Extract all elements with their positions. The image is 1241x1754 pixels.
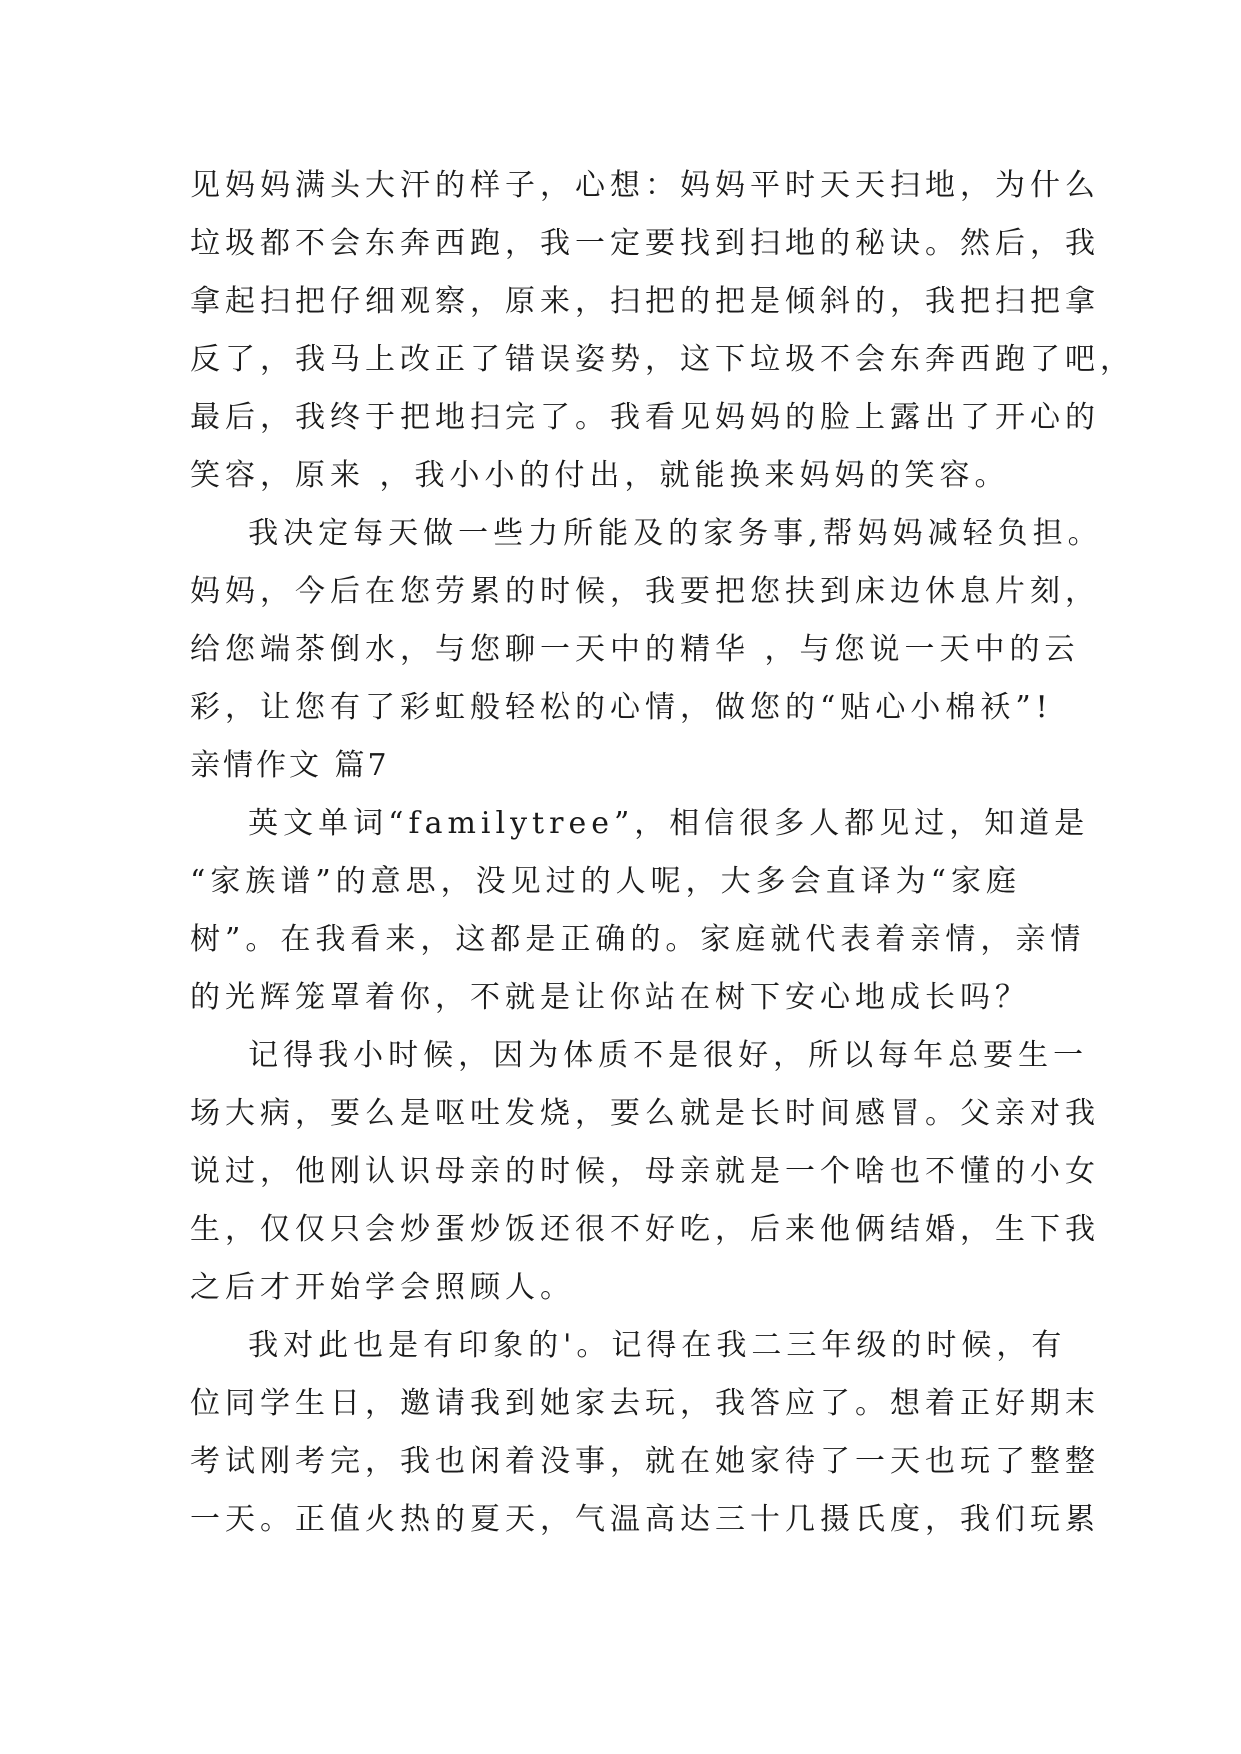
text-line: 拿起扫把仔细观察，原来，扫把的把是倾斜的，我把扫把拿 [190, 284, 1100, 319]
text-line: 之后才开始学会照顾人。 [190, 1270, 575, 1305]
text-line: 说过，他刚认识母亲的时候，母亲就是一个啥也不懂的小女 [190, 1154, 1100, 1189]
text-line: 笑容，原来 ，我小小的付出，就能换来妈妈的笑容。 [190, 458, 1010, 493]
document-body [190, 157, 1135, 1549]
text-line: 见妈妈满头大汗的样子，心想：妈妈平时天天扫地，为什么 [190, 168, 1100, 203]
text-line: 位同学生日，邀请我到她家去玩，我答应了。想着正好期末 [190, 1386, 1100, 1421]
text-line: 最后，我终于把地扫完了。我看见妈妈的脸上露出了开心的 [190, 400, 1100, 435]
text-line: 反了，我马上改正了错误姿势，这下垃圾不会东奔西跑了吧， [190, 342, 1135, 377]
text-line: 我对此也是有印象的'。记得在我二三年级的时候，有 [190, 1328, 1067, 1363]
text-line: 场大病，要么是呕吐发烧，要么就是长时间感冒。父亲对我 [190, 1096, 1100, 1131]
text-line: 英文单词“familytree”，相信很多人都见过，知道是 [190, 806, 1090, 841]
text-line: “家族谱”的意思，没见过的人呢，大多会直译为“家庭 [190, 864, 1022, 899]
text-line: 给您端茶倒水，与您聊一天中的精华 ，与您说一天中的云 [190, 632, 1080, 667]
text-line: 记得我小时候，因为体质不是很好，所以每年总要生一 [190, 1038, 1089, 1073]
text-line: 垃圾都不会东奔西跑，我一定要找到扫地的秘诀。然后，我 [190, 226, 1100, 261]
text-line: 妈妈，今后在您劳累的时候，我要把您扶到床边休息片刻， [190, 574, 1100, 609]
text-line: 的光辉笼罩着你，不就是让你站在树下安心地成长吗？ [190, 980, 1030, 1015]
text-line: 一天。正值火热的夏天，气温高达三十几摄氏度，我们玩累 [190, 1502, 1100, 1537]
text-line: 我决定每天做一些力所能及的家务事,帮妈妈减轻负担。 [190, 516, 1103, 551]
section-heading: 亲情作文 篇7 [190, 748, 390, 783]
text-line: 树”。在我看来，这都是正确的。家庭就代表着亲情，亲情 [190, 922, 1086, 957]
text-line: 生，仅仅只会炒蛋炒饭还很不好吃，后来他俩结婚，生下我 [190, 1212, 1100, 1247]
text-line: 彩，让您有了彩虹般轻松的心情，做您的“贴心小棉袄”! [190, 690, 1053, 725]
text-line: 考试刚考完，我也闲着没事，就在她家待了一天也玩了整整 [190, 1444, 1100, 1479]
